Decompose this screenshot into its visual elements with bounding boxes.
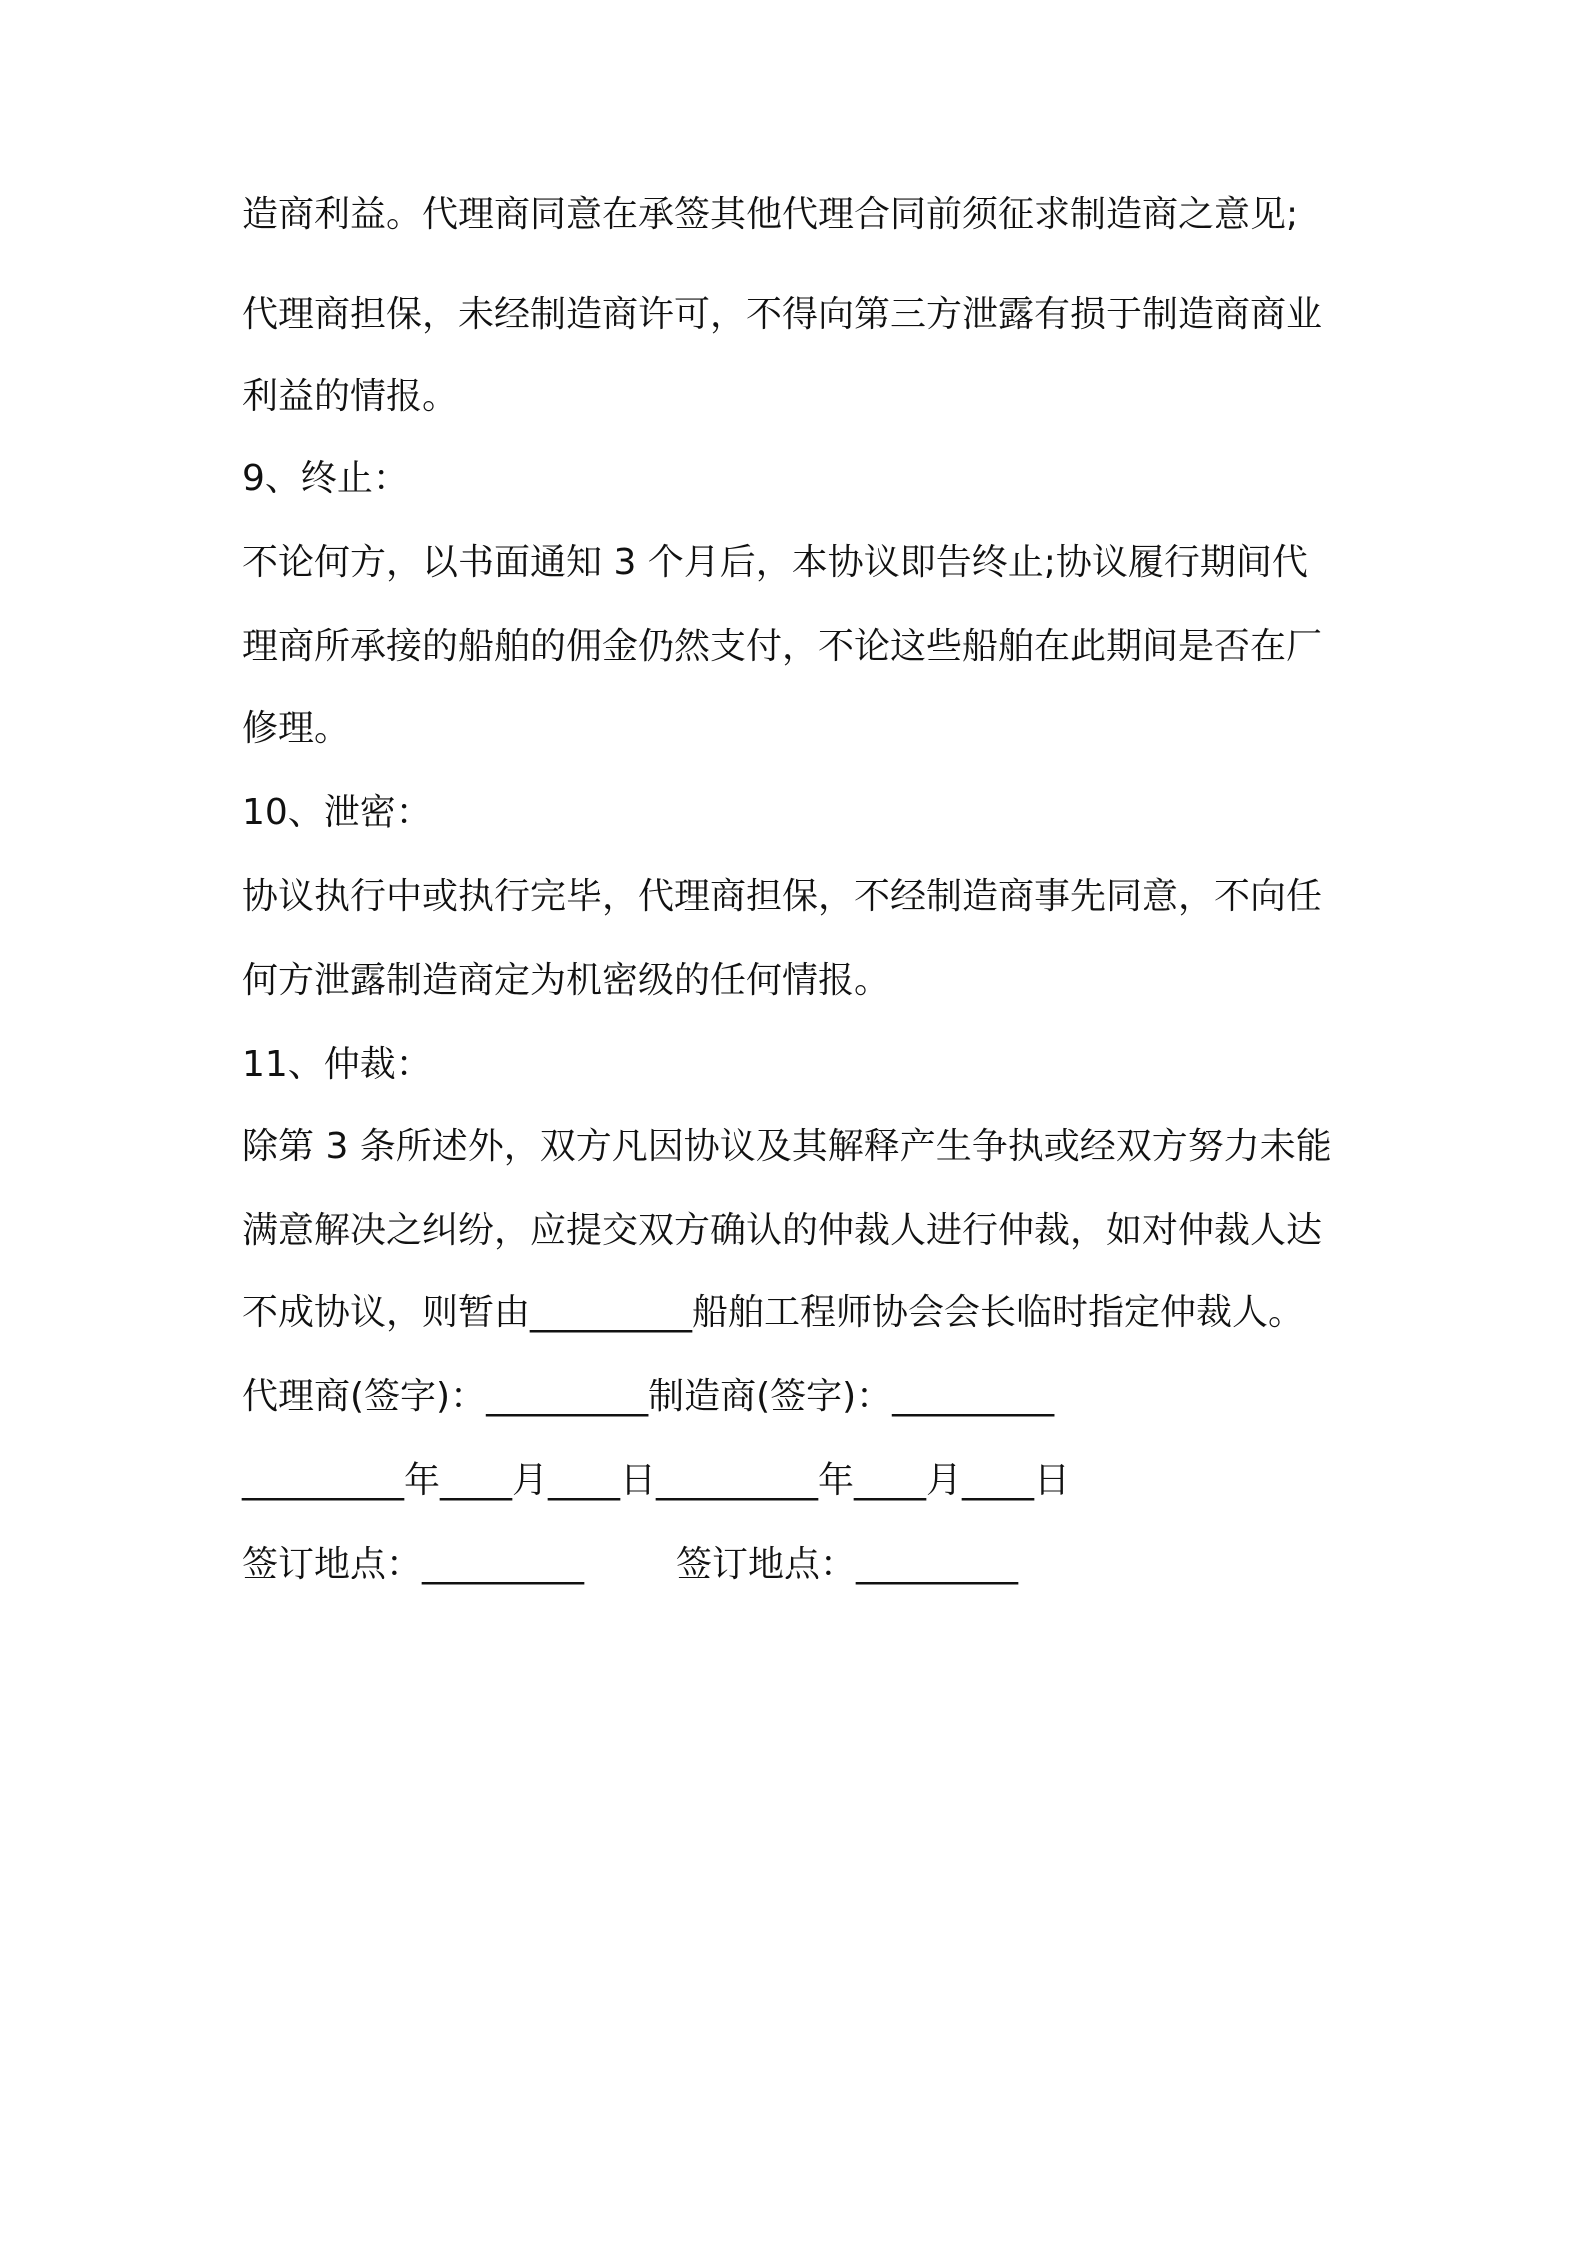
body-text-line: 满意解决之纠纷，应提交双方确认的仲裁人进行仲裁，如对仲裁人达 <box>242 1210 1323 1251</box>
agent-signing-place: 签订地点：_________ <box>242 1544 585 1585</box>
section-heading-arbitration: 11、仲裁： <box>242 1044 432 1085</box>
section-heading-termination: 9、终止： <box>242 458 409 499</box>
agent-signature-field: 代理商(签字)：_________ <box>242 1376 649 1417</box>
maker-signing-place: 签订地点：_________ <box>676 1544 1019 1585</box>
body-text-line: 不论何方，以书面通知 3 个月后，本协议即告终止;协议履行期间代 <box>242 542 1308 583</box>
signature-row <box>242 1372 1362 1422</box>
section-heading-confidentiality: 10、泄密： <box>242 792 432 833</box>
body-text-line: 利益的情报。 <box>242 376 459 417</box>
body-text-line: 不成协议，则暂由_________船舶工程师协会会长临时指定仲裁人。 <box>242 1292 1305 1333</box>
signing-place-row <box>242 1540 1362 1590</box>
body-text-line: 造商利益。代理商同意在承签其他代理合同前须征求制造商之意见; <box>242 194 1299 235</box>
body-text-line: 修理。 <box>242 708 351 749</box>
maker-signature-field: 制造商(签字)：_________ <box>648 1376 1055 1417</box>
body-text-line: 代理商担保，未经制造商许可，不得向第三方泄露有损于制造商商业 <box>242 294 1323 335</box>
body-text-line: 除第 3 条所述外，双方凡因协议及其解释产生争执或经双方努力未能 <box>242 1126 1332 1167</box>
body-text-line: 理商所承接的船舶的佣金仍然支付，不论这些船舶在此期间是否在厂 <box>242 626 1323 667</box>
body-text-line: 何方泄露制造商定为机密级的任何情报。 <box>242 960 891 1001</box>
signature-date-row: _________年____月____日_________年____月____日 <box>242 1460 1070 1501</box>
body-text-line: 协议执行中或执行完毕，代理商担保，不经制造商事先同意，不向任 <box>242 876 1323 917</box>
